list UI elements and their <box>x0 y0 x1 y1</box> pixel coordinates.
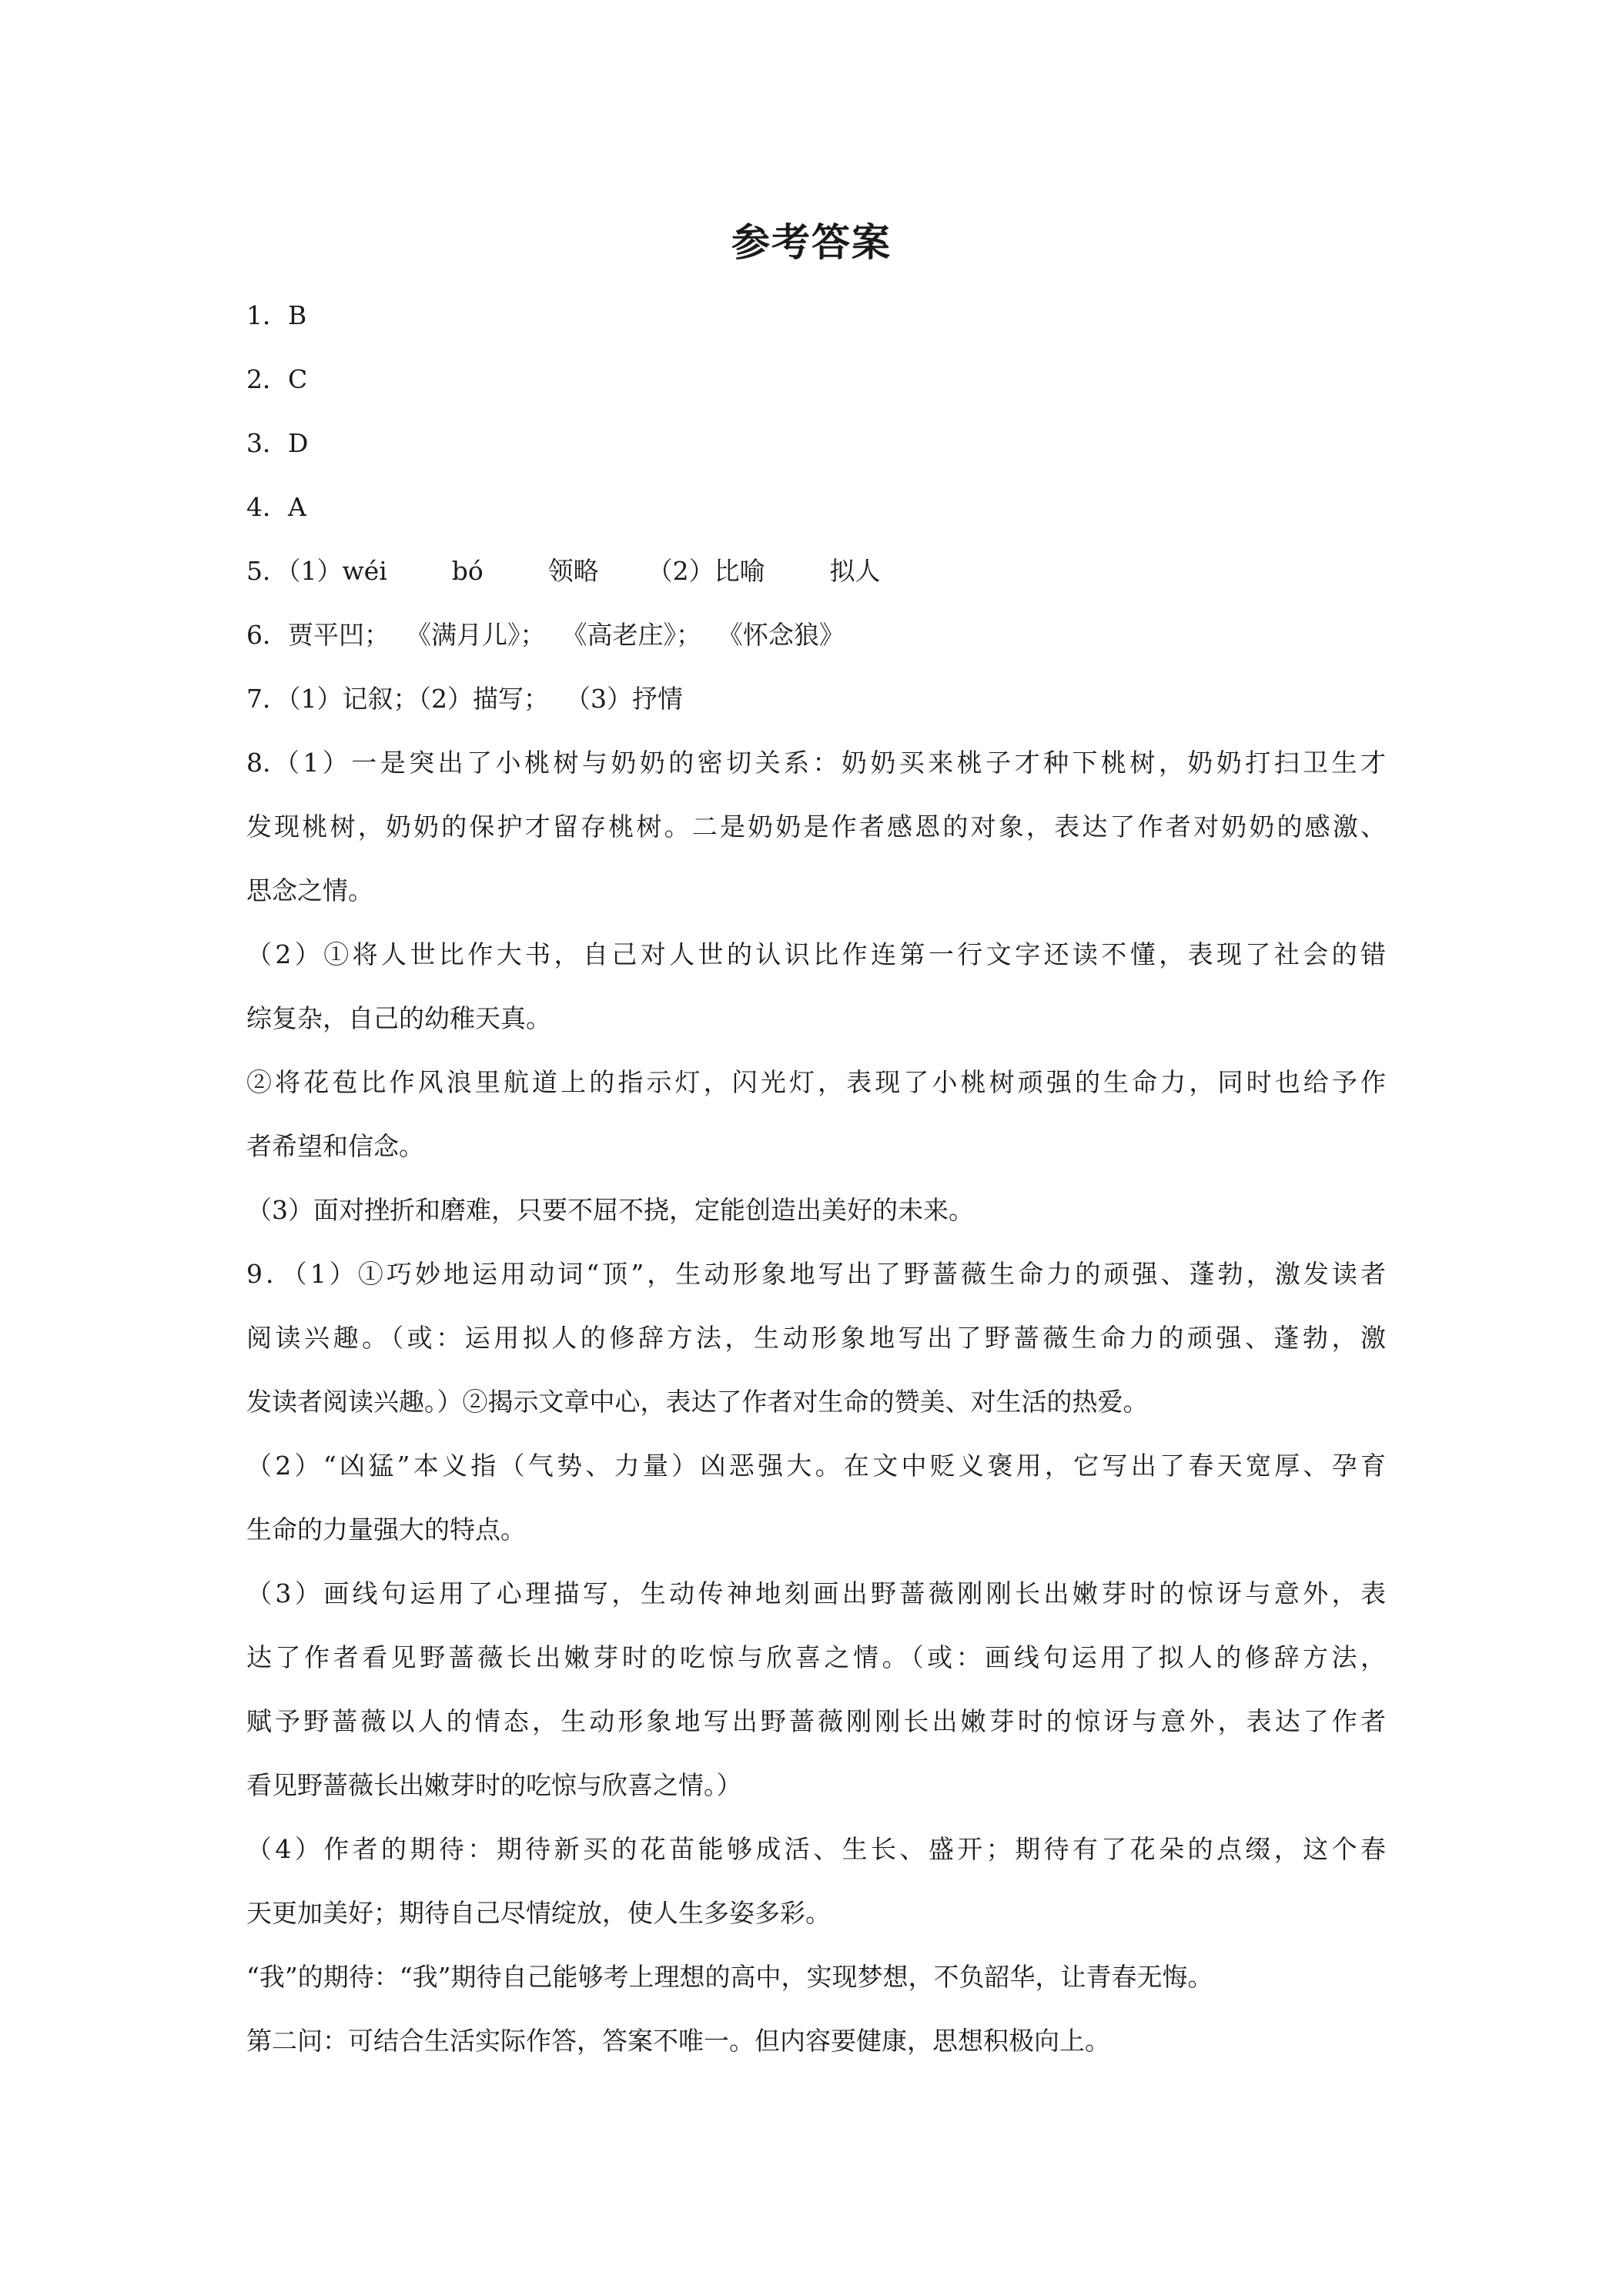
answer-line-9: 发现桃树，奶奶的保护才留存桃树。二是奶奶是作者感恩的对象，表达了作者对奶奶的感激、 <box>246 812 1386 842</box>
answer-line-8: 8.（1）一是突出了小桃树与奶奶的密切关系：奶奶买来桃子才种下桃树，奶奶打扫卫生才 <box>246 748 1386 778</box>
answer-line-14: 者希望和信念。 <box>246 1131 424 1161</box>
page-title: 参考答案 <box>731 220 892 265</box>
answer-line-21: （3）画线句运用了心理描写，生动传神地刻画出野蔷薇刚刚长出嫩芽时的惊讶与意外，表 <box>246 1578 1386 1608</box>
answer-line-28: 第二问：可结合生活实际作答，答案不唯一。但内容要健康，思想积极向上。 <box>246 2026 1110 2056</box>
answer-line-7: 7．（1）记叙；（2）描写； （3）抒情 <box>246 684 683 714</box>
answer-line-15: （3）面对挫折和磨难，只要不屈不挠，定能创造出美好的未来。 <box>246 1195 974 1225</box>
answer-line-24: 看见野蔷薇长出嫩芽时的吃惊与欣喜之情。） <box>246 1770 742 1800</box>
answer-line-2: 2．C <box>246 364 308 394</box>
answer-line-5: 5．（1）wéi bó 领略 （2）比喻 拟人 <box>246 556 881 586</box>
answer-line-3: 3．D <box>246 428 309 458</box>
answer-line-20: 生命的力量强大的特点。 <box>246 1514 526 1545</box>
answer-line-18: 发读者阅读兴趣。）②揭示文章中心，表达了作者对生命的赞美、对生活的热爱。 <box>246 1387 1149 1417</box>
answer-line-23: 赋予野蔷薇以人的情态，生动形象地写出野蔷薇刚刚长出嫩芽时的惊讶与意外，表达了作者 <box>246 1706 1386 1736</box>
answer-line-26: 天更加美好；期待自己尽情绽放，使人生多姿多彩。 <box>246 1898 831 1928</box>
answer-line-13: ②将花苞比作风浪里航道上的指示灯，闪光灯，表现了小桃树顽强的生命力，同时也给予作 <box>246 1067 1386 1097</box>
answer-line-1: 1．B <box>246 300 307 330</box>
answer-line-11: （2）①将人世比作大书，自己对人世的认识比作连第一行文字还读不懂，表现了社会的错 <box>246 939 1386 969</box>
answer-line-27: “我”的期待：“我”期待自己能够考上理想的高中，实现梦想，不负韶华，让青春无悔。 <box>246 1962 1213 1992</box>
answer-line-6: 6．贾平凹； 《满月儿》； 《高老庄》； 《怀念狼》 <box>246 620 845 650</box>
answer-line-16: 9．（1）①巧妙地运用动词“顶”，生动形象地写出了野蔷薇生命力的顽强、蓬勃，激发读者 <box>246 1259 1386 1289</box>
answer-line-4: 4．A <box>246 492 306 522</box>
answer-line-25: （4）作者的期待：期待新买的花苗能够成活、生长、盛开；期待有了花朵的点缀，这个春 <box>246 1834 1386 1864</box>
answer-line-17: 阅读兴趣。（或：运用拟人的修辞方法，生动形象地写出了野蔷薇生命力的顽强、蓬勃，激 <box>246 1323 1386 1353</box>
answer-line-22: 达了作者看见野蔷薇长出嫩芽时的吃惊与欣喜之情。（或：画线句运用了拟人的修辞方法， <box>246 1642 1386 1672</box>
answer-line-10: 思念之情。 <box>246 875 373 905</box>
answer-line-19: （2）“凶猛”本义指（气势、力量）凶恶强大。在文中贬义褒用，它写出了春天宽厚、孕育 <box>246 1451 1386 1481</box>
answer-line-12: 综复杂，自己的幼稚天真。 <box>246 1003 551 1033</box>
